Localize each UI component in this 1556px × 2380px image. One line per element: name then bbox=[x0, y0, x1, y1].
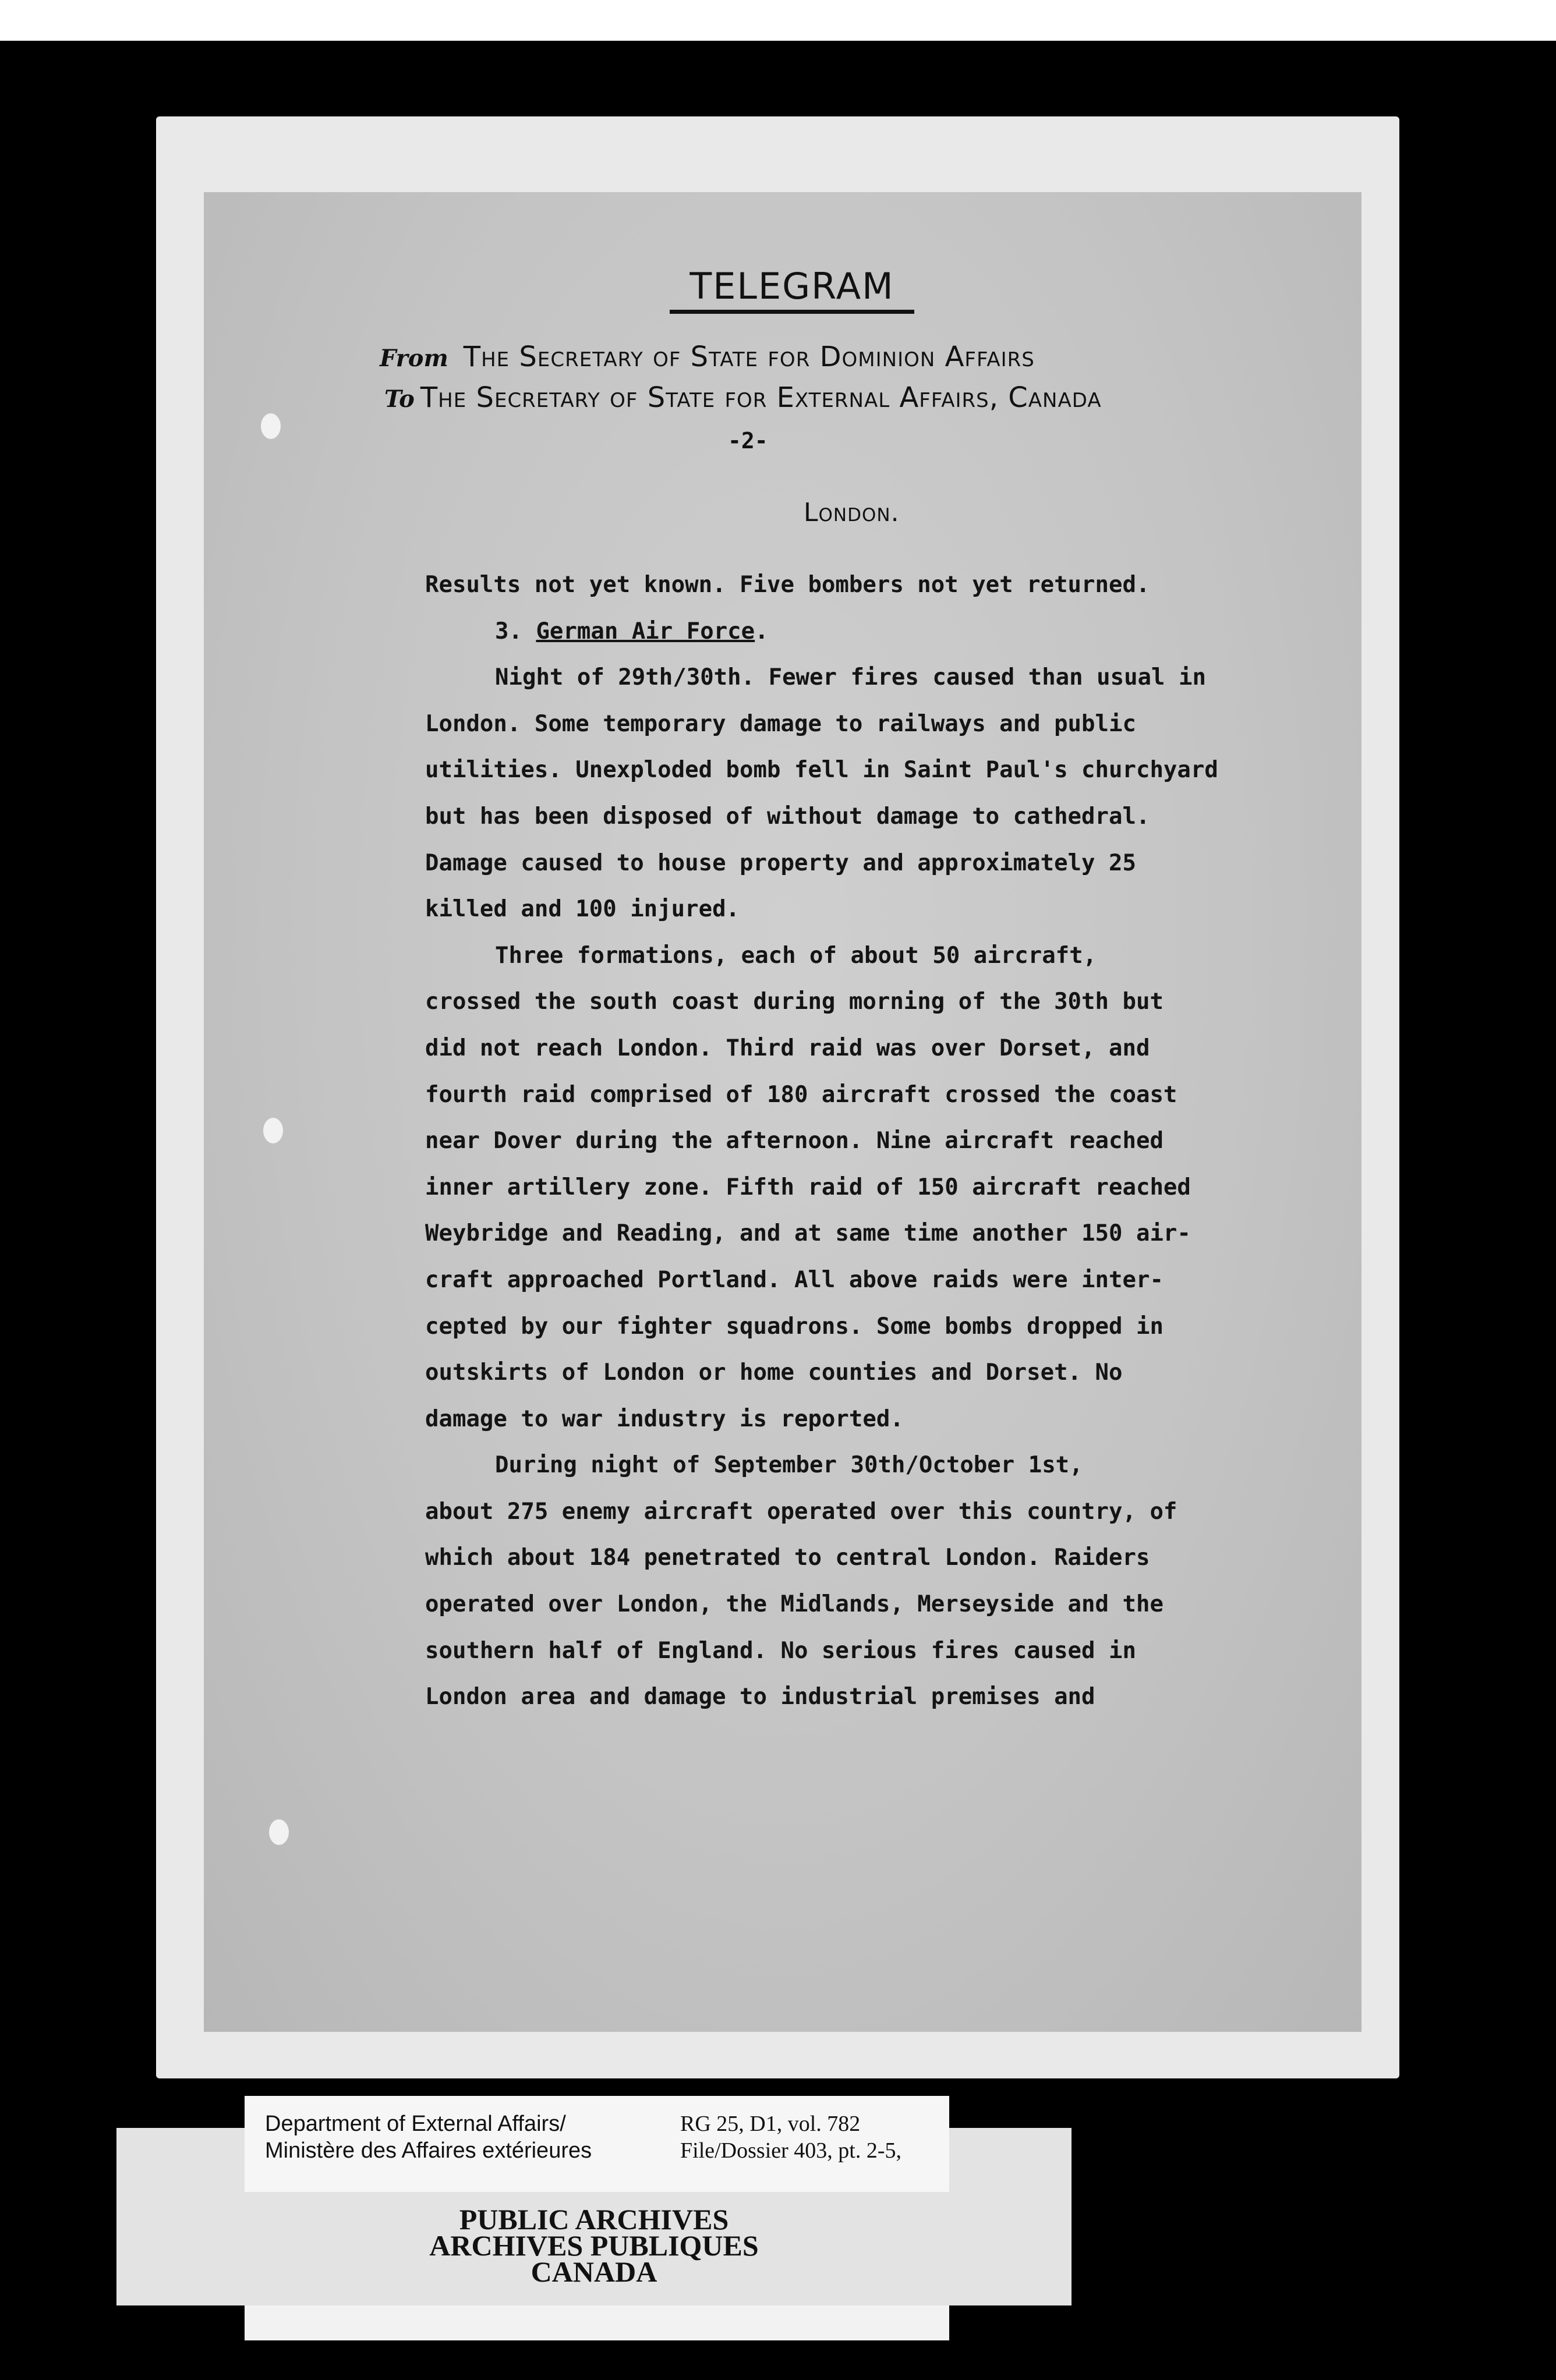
to-line bbox=[384, 381, 1102, 414]
body-line: London. Some temporary damage to railways and public bbox=[425, 710, 1136, 737]
film-edge bbox=[0, 0, 1556, 41]
section-heading bbox=[425, 608, 1269, 655]
body-line: Damage caused to house property and approximately 25 bbox=[425, 849, 1136, 876]
body-line: southern half of England. No serious fires caused in bbox=[425, 1637, 1136, 1664]
body-line: Night of 29th/30th. Fewer fires caused than usual in bbox=[495, 664, 1206, 691]
body-line: about 275 enemy aircraft operated over this country, of bbox=[425, 1498, 1177, 1525]
telegram-body bbox=[425, 562, 1269, 1720]
body-line: which about 184 penetrated to central London. Raiders bbox=[425, 1545, 1150, 1571]
body-line: killed and 100 injured. bbox=[425, 896, 740, 923]
punch-hole bbox=[263, 1118, 283, 1143]
from-line bbox=[380, 341, 1035, 373]
telegram-title: TELEGRAM bbox=[670, 265, 914, 314]
body-line: crossed the south coast during morning of the 30th but bbox=[425, 989, 1164, 1015]
section-title: German Air Force bbox=[536, 618, 755, 644]
body-line: Results not yet known. Five bombers not yet returned. bbox=[425, 572, 1150, 598]
stamp-line-fr: ARCHIVES PUBLIQUES bbox=[429, 2229, 759, 2262]
body-line: operated over London, the Midlands, Merseyside and the bbox=[425, 1591, 1164, 1618]
to-text: The Secretary of State for External Affairs, Canada bbox=[420, 381, 1102, 414]
punch-hole bbox=[269, 1819, 289, 1845]
body-line: Three formations, each of about 50 aircraft, bbox=[495, 942, 1097, 969]
body-line: but has been disposed of without damage to cathedral. bbox=[425, 803, 1150, 830]
department-en: Department of External Affairs/ bbox=[265, 2112, 566, 2136]
place-london: London. bbox=[804, 498, 900, 527]
archive-label-tail bbox=[245, 2305, 949, 2340]
body-line: inner artillery zone. Fifth raid of 150 aircraft reached bbox=[425, 1174, 1191, 1200]
body-line: fourth raid comprised of 180 aircraft crossed the coast bbox=[425, 1081, 1177, 1108]
body-line: near Dover during the afternoon. Nine aircraft reached bbox=[425, 1128, 1164, 1154]
body-line: During night of September 30th/October 1st, bbox=[495, 1452, 1083, 1479]
body-line: outskirts of London or home counties and Dorset. No bbox=[425, 1359, 1123, 1386]
section-number: 3. bbox=[495, 618, 536, 644]
body-line: London area and damage to industrial premises and bbox=[425, 1684, 1095, 1710]
body-line: utilities. Unexploded bomb fell in Saint Paul's churchyard bbox=[425, 757, 1218, 784]
section-period: . bbox=[755, 618, 769, 644]
body-line: craft approached Portland. All above raids were inter- bbox=[425, 1266, 1164, 1293]
file-dossier: File/Dossier 403, pt. 2-5, bbox=[680, 2138, 901, 2163]
punch-hole bbox=[261, 413, 281, 439]
body-line: did not reach London. Third raid was over Dorset, and bbox=[425, 1035, 1150, 1061]
page-number: -2- bbox=[728, 428, 768, 454]
body-line: cepted by our fighter squadrons. Some bombs dropped in bbox=[425, 1313, 1164, 1340]
from-label: From bbox=[380, 345, 448, 372]
to-label: To bbox=[384, 385, 415, 413]
record-group: RG 25, D1, vol. 782 bbox=[680, 2112, 861, 2136]
stamp-line-country: CANADA bbox=[531, 2255, 657, 2288]
archives-stamp bbox=[361, 2203, 827, 2288]
from-text: The Secretary of State for Dominion Affairs bbox=[463, 341, 1035, 373]
stamp-line-en: PUBLIC ARCHIVES bbox=[459, 2203, 729, 2236]
department-name bbox=[265, 2110, 592, 2164]
archive-reference bbox=[680, 2110, 901, 2164]
department-fr: Ministère des Affaires extérieures bbox=[265, 2138, 592, 2163]
body-line: Weybridge and Reading, and at same time another 150 air- bbox=[425, 1220, 1191, 1247]
body-line: damage to war industry is reported. bbox=[425, 1405, 904, 1432]
